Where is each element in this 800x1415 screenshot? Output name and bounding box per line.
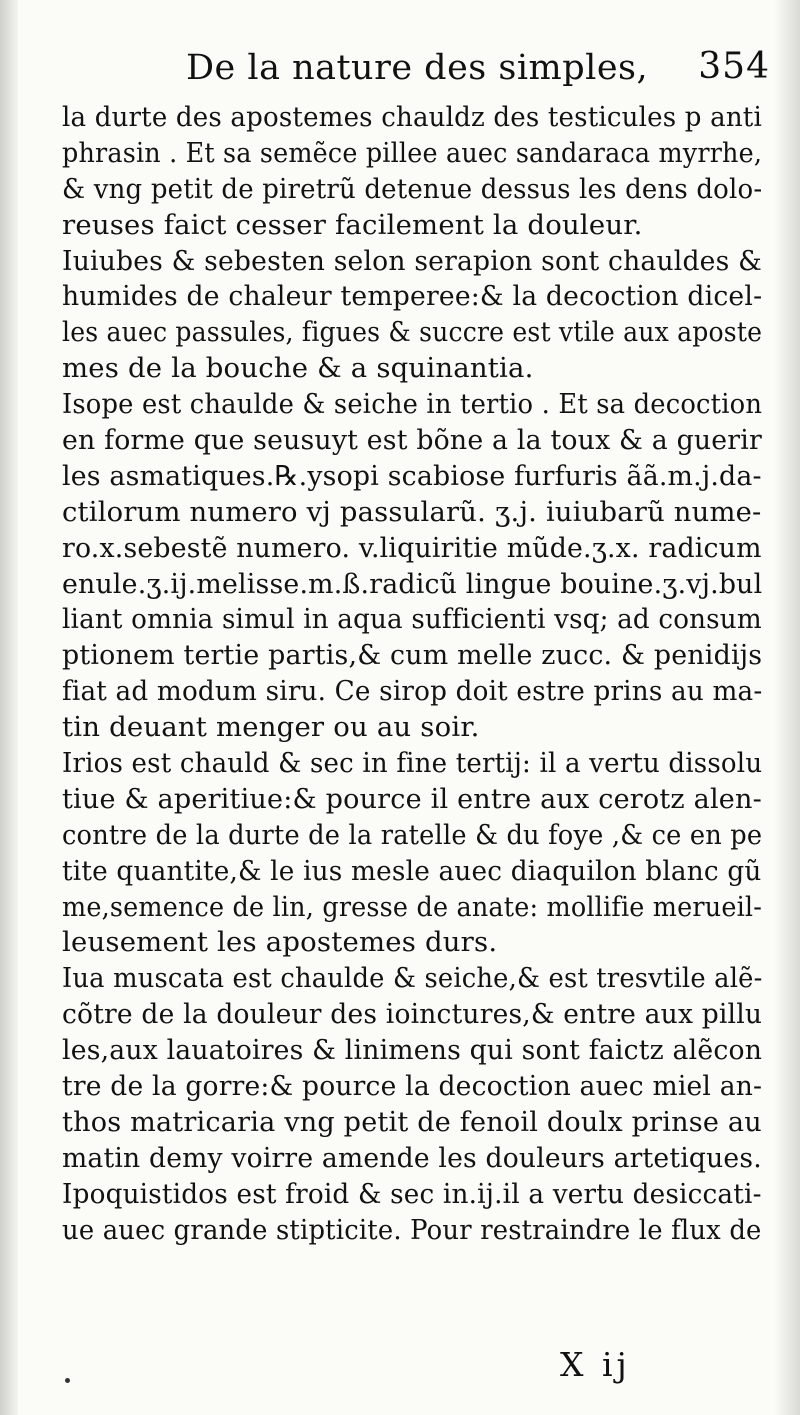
text-line: ro.x.sebestẽ numero. v.liquiritie mũde.ʒ.x. radicum (62, 531, 762, 564)
text-line: leusement les apostemes durs. (62, 926, 498, 959)
ink-speck (65, 1378, 70, 1383)
page-gutter-shadow (0, 0, 18, 1415)
text-line: ptionem tertie partis,& cum melle zucc. & penidijs (62, 639, 763, 672)
text-line: & vng petit de piretrũ detenue dessus les dens dolo- (62, 172, 763, 205)
text-line: les,aux lauatoires & linimens qui sont faictz alẽcon (62, 1034, 763, 1067)
text-line: les asmatiques.℞.ysopi scabiose furfuris ãã.m.j.da- (62, 459, 762, 492)
text-line: cõtre de la douleur des ioinctures,& entre aux pillu (62, 998, 763, 1031)
text-line: tite quantite,& le ius mesle auec diaquilon blanc gũ (62, 854, 762, 887)
text-line: matin demy voirre amende les douleurs artetiques. (62, 1141, 762, 1174)
text-line: ctilorum numero vj passularũ. ʒ.j. iuiubarũ nume- (62, 495, 762, 528)
text-line: ue auec grande stipticite. Pour restraindre le flux de (62, 1213, 762, 1246)
text-line: me,semence de lin, gresse de anate: mollifie merueil- (62, 890, 763, 923)
text-line: la durte des apostemes chauldz des testicules p anti (62, 101, 762, 133)
text-line: humides de chaleur temperee:& la decoction dicel- (62, 280, 763, 313)
running-head: De la nature des simples, (186, 48, 649, 88)
text-line: tiue & aperitiue:& pource il entre aux cerotz alen- (62, 782, 762, 815)
text-line: enule.ʒ.ij.melisse.m.ß.radicũ lingue bouine.ʒ.vj.bul (62, 567, 763, 600)
text-line: reuses faict cesser facilement la douleur. (62, 208, 643, 241)
text-line: fiat ad modum siru. Ce sirop doit estre prins au ma- (62, 675, 763, 708)
text-line: tre de la gorre:& pource la decoction auec miel an- (62, 1070, 763, 1103)
signature-mark: X ij (560, 1345, 631, 1384)
text-line: en forme que seusuyt est bõne a la toux & a guerir (62, 424, 763, 457)
page-number: 354 (698, 46, 770, 87)
text-line: les auec passules, figues & succre est vtile aux aposte (62, 316, 763, 349)
text-line: Iua muscata est chaulde & seiche,& est tresvtile alẽ- (62, 962, 763, 995)
page-header (60, 40, 770, 100)
text-line: Isope est chaulde & seiche in tertio . Et sa decoction (62, 388, 763, 421)
text-line: contre de la durte de la ratelle & du foye ,& ce en pe (62, 818, 763, 851)
text-line: mes de la bouche & a squinantia. (62, 352, 534, 385)
text-line: phrasin . Et sa semẽce pillee auec sandaraca myrrhe, (62, 136, 763, 169)
text-line: Ipoquistidos est froid & sec in.ij.il a vertu desiccati- (62, 1177, 762, 1210)
body-text (62, 100, 762, 1249)
text-line: tin deuant menger ou au soir. (62, 711, 480, 744)
text-line: thos matricaria vng petit de fenoil doulx prinse au (62, 1105, 762, 1138)
text-line: liant omnia simul in aqua sufficienti vsq; ad consum (62, 603, 762, 636)
page-edge-shadow (774, 0, 800, 1415)
text-line: Iuiubes & sebesten selon serapion sont chauldes & (62, 244, 762, 277)
text-line: Irios est chauld & sec in fine tertij: il a vertu dissolu (62, 747, 763, 780)
